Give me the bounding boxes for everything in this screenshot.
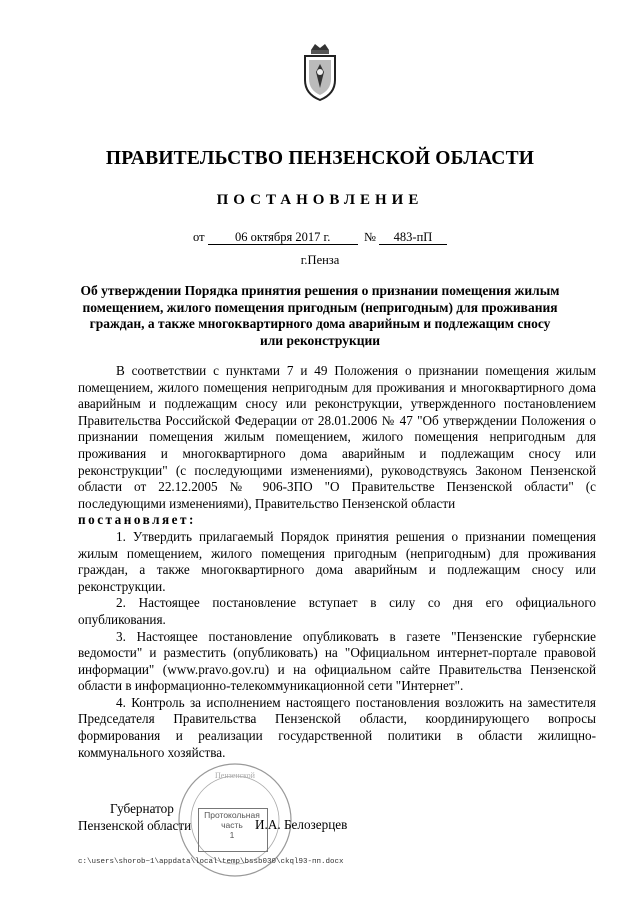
- stamp-line: 1: [229, 830, 235, 840]
- list-item: 2. Настоящее постановление вступает в силу со дня его официального опубликования.: [78, 595, 596, 627]
- coat-of-arms-emblem: [297, 42, 343, 102]
- signer-title: [78, 800, 191, 834]
- document-body: [78, 363, 596, 761]
- list-item: 3. Настоящее постановление опубликовать в газете "Пензенские губернские ведомости" и разместить (опубликовать) на "Официальном интернет-портале правовой информации" (www.pravo.gov.ru) и на официальном сайте Правительства Пензенской области в информационно-телекоммуникационной сети "Интернет".: [78, 628, 596, 694]
- document-date: 06 октября 2017 г.: [208, 231, 358, 245]
- signer-title-line: Губернатор: [110, 801, 174, 816]
- document-type: ПОСТАНОВЛЕНИЕ: [216, 192, 424, 208]
- resolves-word: постановляет:: [78, 512, 196, 528]
- signer-name: И.А. Белозерцев: [255, 817, 348, 832]
- svg-text:Пензенской: Пензенской: [215, 771, 255, 780]
- stamp-line: Протокольная: [204, 810, 260, 820]
- city: г.Пенза: [300, 253, 340, 267]
- number-prefix: №: [363, 230, 376, 244]
- government-title: ПРАВИТЕЛЬСТВО ПЕНЗЕНСКОЙ ОБЛАСТИ: [105, 148, 535, 169]
- list-item: 4. Контроль за исполнением настоящего постановления возложить на заместителя Председателя Правительства Пензенской области, координирующего вопросы формирования и реализации государственной политики в области жилищно-коммунального хозяйства.: [78, 694, 596, 760]
- signer-title-line: Пензенской области: [78, 818, 192, 833]
- stamp-line: часть: [221, 820, 243, 830]
- file-path-footer: c:\users\shorob~1\appdata\local\temp\bssb030\ckql93-пп.docx: [78, 858, 344, 866]
- document-subject: Об утверждении Порядка принятия решения о признании помещения жилым помещением, жилого помещения пригодным (непригодным) для проживания граждан, а также многоквартирного дома аварийным и подлежащим сносу или реконструкции: [80, 283, 560, 348]
- preamble: В соответствии с пунктами 7 и 49 Положения о признании помещения жилым помещением, жилого помещения непригодным для проживания и многоквартирного дома аварийным и подлежащим сносу или реконструкции, утвержденного постановлением Правительства Российской Федерации от 28.01.2006 № 47 "Об утверждении Положения о признании помещения жилым помещением, жилого помещения непригодным для проживания и многоквартирного дома аварийным и подлежащим сносу или реконструкции" (с последующими изменениями), руководствуясь Законом Пензенской области от 22.12.2005 № 906-ЗПО "О Правительстве Пензенской области" (с последующими изменениями), Правительство Пензенской области: [78, 363, 596, 511]
- list-item: 1. Утвердить прилагаемый Порядок принятия решения о признании помещения жилым помещением, жилого помещения пригодным (непригодным) для проживания граждан, а также многоквартирного дома аварийным и подлежащим сносу или реконструкции.: [78, 528, 596, 594]
- date-line: [0, 230, 640, 245]
- resolves-line: [78, 512, 596, 529]
- document-number: 483-пП: [379, 231, 447, 245]
- date-prefix: от: [193, 230, 205, 244]
